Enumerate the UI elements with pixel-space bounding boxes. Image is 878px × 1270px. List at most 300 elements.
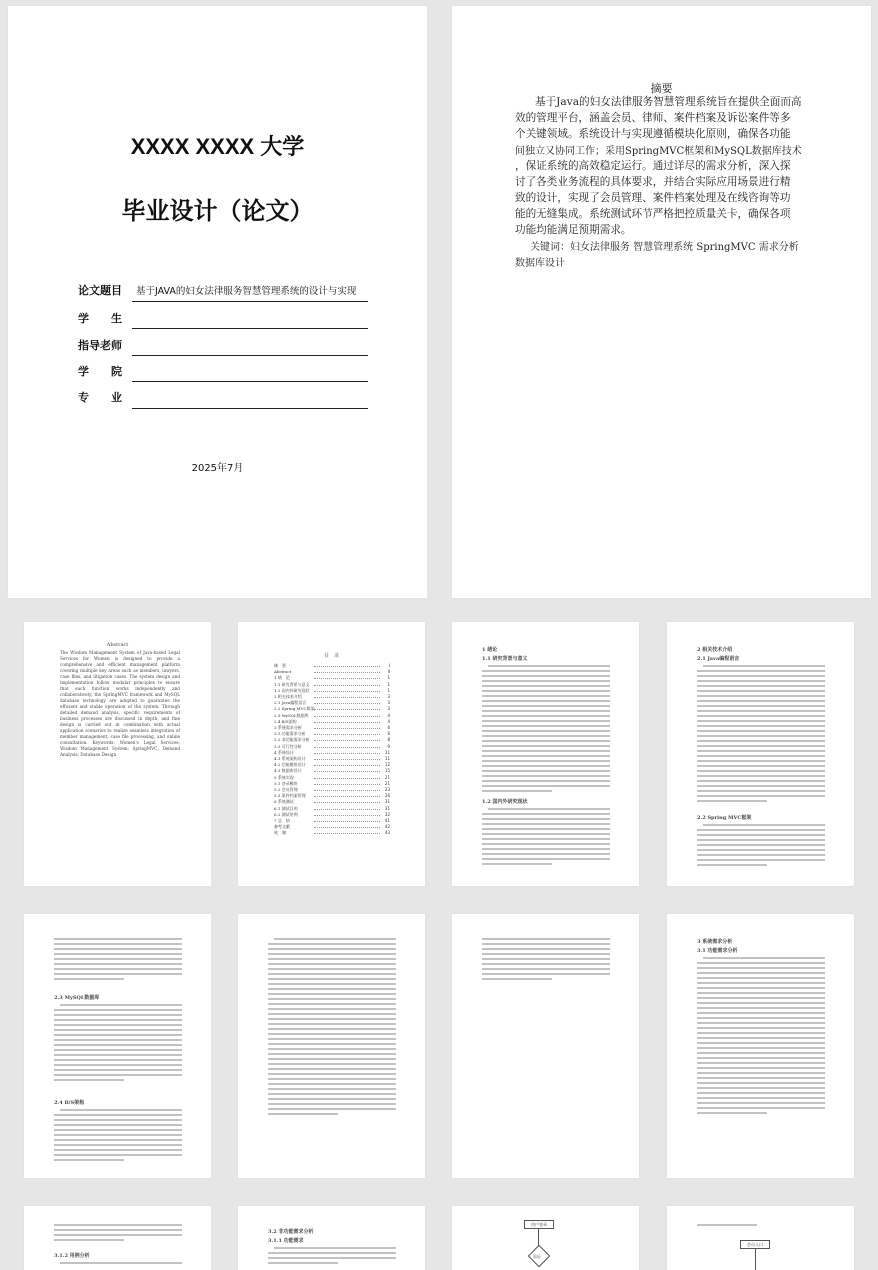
text-line (268, 968, 396, 970)
text-line (54, 973, 182, 975)
text-line (697, 740, 825, 742)
text-line (697, 967, 825, 969)
toc-leader-dots (314, 691, 380, 692)
text-line (697, 1077, 825, 1079)
toc-entry-page: II (387, 669, 390, 675)
toc-entry-label: 4 系统设计 (274, 749, 294, 755)
toc-entry (274, 763, 390, 767)
abstract-line: ，保证系统的高效稳定运行。通过详尽的需求分析，深入探 (515, 160, 791, 172)
toc-entry-page: 21 (384, 780, 390, 786)
toc-leader-dots (314, 678, 380, 679)
text-line (54, 958, 182, 960)
toc-leader-dots (314, 765, 380, 766)
text-line (54, 948, 182, 950)
underline (132, 408, 368, 409)
text-line (697, 1057, 825, 1059)
text-line (482, 685, 610, 687)
toc-entry-label: 7 总 结 (274, 818, 290, 823)
toc-entry-label: 6.2 测试用例 (274, 811, 298, 817)
text-line (482, 963, 610, 965)
toc-entry-label: 5.3 案件档案管理 (274, 793, 306, 799)
text-line (697, 1082, 825, 1084)
toc-entry (274, 788, 390, 792)
toc-entry-page: 6 (387, 731, 390, 737)
cover-field-label: 学 院 (78, 365, 122, 378)
toc-entry-label: 3 系统需求分析 (274, 725, 302, 730)
text-line (54, 1224, 182, 1226)
text-line (268, 1262, 338, 1264)
text-line (54, 1154, 182, 1156)
text-line (60, 1004, 182, 1006)
toc-entry (274, 825, 390, 829)
abstract-line: 讨了各类业务流程的具体要求，并结合实际应用场景进行精 (515, 176, 791, 188)
text-line (60, 1109, 182, 1111)
flow-connector (755, 1249, 756, 1270)
text-line (697, 1002, 825, 1004)
text-line (54, 1044, 182, 1046)
text-line (268, 1113, 338, 1115)
section-heading: 1.1 研究背景与意义 (482, 656, 528, 662)
text-line (268, 1038, 396, 1040)
toc-entry-page: 23 (384, 787, 390, 792)
toc-entry (274, 794, 390, 798)
text-line (482, 790, 552, 792)
underline (132, 381, 368, 382)
text-line (697, 1112, 767, 1114)
chapter-heading: 1 绪论 (482, 647, 498, 653)
text-line (268, 988, 396, 990)
text-line (697, 829, 825, 831)
text-line (697, 675, 825, 677)
text-line (488, 808, 610, 810)
text-line (697, 1224, 757, 1226)
text-line (482, 953, 610, 955)
toc-entry-page: 41 (384, 818, 390, 823)
flow-member-box: 会员入口 (740, 1240, 770, 1249)
section-heading: 1.2 国内外研究现状 (482, 799, 528, 805)
text-line (54, 1159, 124, 1161)
text-line (697, 770, 825, 772)
text-line (268, 1078, 396, 1080)
text-line (697, 1007, 825, 1009)
toc-entry (274, 831, 390, 835)
thesis-title-value: 基于JAVA的妇女法律服务智慧管理系统的设计与实现 (136, 286, 357, 297)
toc-entry-page: 31 (384, 805, 390, 811)
text-line (482, 838, 610, 840)
toc-leader-dots (314, 827, 380, 828)
body-page-7 (452, 914, 639, 1178)
cover-field-label: 专 业 (78, 391, 122, 404)
text-line (697, 800, 767, 802)
text-line (268, 1257, 396, 1259)
toc-entry-label: Abstract (274, 669, 292, 675)
toc-leader-dots (314, 709, 380, 710)
toc-entry (274, 807, 390, 811)
toc-entry-label: 2.1 Java编程语言 (274, 700, 307, 706)
text-line (482, 948, 610, 950)
text-line (54, 943, 182, 945)
text-line (697, 695, 825, 697)
toc-entry-page: 4 (387, 718, 390, 724)
toc-leader-dots (314, 809, 380, 810)
toc-entry-page: 15 (384, 768, 390, 774)
toc-entry-page: 11 (384, 749, 390, 755)
text-line (697, 670, 825, 672)
text-line (54, 1229, 182, 1231)
section-heading: 3.1.2 用例分析 (54, 1253, 90, 1259)
toc-leader-dots (314, 734, 380, 735)
toc-entry-page: 3 (387, 706, 390, 712)
text-line (482, 785, 610, 787)
degree-title: 毕业设计（论文） (121, 197, 314, 225)
cover-field-label: 论文题目 (78, 284, 122, 297)
text-line (697, 992, 825, 994)
text-line (697, 775, 825, 777)
chapter1-page (452, 622, 639, 886)
text-line (697, 690, 825, 692)
toc-leader-dots (314, 771, 380, 772)
toc-entry-page: 21 (384, 774, 390, 780)
text-line (482, 978, 552, 980)
text-line (697, 1092, 825, 1094)
text-line (697, 785, 825, 787)
toc-entry-label: 5.2 会员管理 (274, 787, 298, 792)
toc-entry-label: 2 相关技术介绍 (274, 694, 302, 699)
toc-entry-page: 3 (387, 700, 390, 706)
toc-entry-label: 3.3 可行性分析 (274, 743, 302, 749)
text-line (268, 1053, 396, 1055)
toc-entry-page: 12 (384, 762, 390, 768)
toc-entry (274, 676, 390, 680)
underline (132, 301, 368, 302)
text-line (482, 720, 610, 722)
toc-entry (274, 745, 390, 749)
toc-entry-label: 3.2 非功能需求分析 (274, 737, 310, 743)
toc-entry-label: 2.4 B/S架构 (274, 718, 297, 724)
text-line (268, 993, 396, 995)
toc-leader-dots (314, 833, 380, 834)
text-line (697, 1102, 825, 1104)
text-line (54, 1029, 182, 1031)
text-line (482, 775, 610, 777)
text-line (54, 1059, 182, 1061)
section-heading: 2.3 MySQL数据库 (54, 995, 100, 1001)
text-line (54, 1014, 182, 1016)
toc-entry-page: 6 (387, 725, 390, 730)
toc-entry (274, 720, 390, 724)
text-line (482, 670, 610, 672)
toc-leader-dots (314, 716, 380, 717)
text-line (697, 982, 825, 984)
chapter2-page (667, 622, 854, 886)
text-line (482, 853, 610, 855)
text-line (54, 1069, 182, 1071)
text-line (482, 813, 610, 815)
toc-entry-label: 1.2 国内外研究现状 (274, 687, 310, 693)
text-line (703, 824, 825, 826)
text-line (268, 1043, 396, 1045)
body-page-10 (238, 1206, 425, 1270)
toc-entry (274, 751, 390, 755)
section-heading: 2.4 B/S架构 (54, 1100, 85, 1106)
text-line (54, 1024, 182, 1026)
toc-leader-dots (314, 740, 380, 741)
text-line (482, 690, 610, 692)
toc-entry (274, 714, 390, 718)
toc-entry (274, 670, 390, 674)
text-line (697, 1032, 825, 1034)
toc-entry-label: 3.1 功能需求分析 (274, 731, 306, 737)
toc-entry (274, 757, 390, 761)
text-line (268, 1088, 396, 1090)
text-line (482, 730, 610, 732)
text-line (697, 854, 825, 856)
text-line (697, 864, 767, 866)
toc-leader-dots (314, 753, 380, 754)
text-line (268, 1108, 396, 1110)
toc-leader-dots (314, 728, 380, 729)
text-line (54, 1034, 182, 1036)
text-line (697, 834, 825, 836)
text-line (482, 833, 610, 835)
text-line (268, 998, 396, 1000)
abstract-heading: 摘要 (650, 82, 673, 95)
text-line (697, 1107, 825, 1109)
text-line (60, 1262, 182, 1264)
toc-entry-page: I (388, 663, 390, 668)
text-line (482, 725, 610, 727)
abstract-en-page (24, 622, 211, 886)
toc-entry (274, 819, 390, 823)
toc-entry-page: 32 (384, 811, 390, 817)
toc-entry-page: 26 (384, 793, 390, 799)
text-line (482, 858, 610, 860)
text-line (268, 973, 396, 975)
text-line (482, 973, 610, 975)
toc-entry-page: 11 (384, 756, 390, 761)
toc-entry (274, 689, 390, 693)
text-line (54, 968, 182, 970)
toc-leader-dots (314, 703, 380, 704)
text-line (268, 1003, 396, 1005)
text-line (482, 680, 610, 682)
cover-field-label: 指导老师 (78, 339, 122, 352)
toc-entry-label: 4.2 功能模块设计 (274, 762, 306, 768)
text-line (268, 1068, 396, 1070)
text-line (697, 1047, 825, 1049)
toc-entry-label: 4.3 数据库设计 (274, 768, 302, 774)
text-line (697, 725, 825, 727)
text-line (268, 1033, 396, 1035)
toc-page (238, 622, 425, 886)
text-line (268, 1252, 396, 1254)
toc-entry-label: 1 绪 论 (274, 675, 290, 681)
text-line (697, 735, 825, 737)
text-line (482, 745, 610, 747)
text-line (274, 938, 396, 940)
toc-entry-label: 5 系统实现 (274, 774, 294, 780)
text-line (54, 953, 182, 955)
text-line (54, 1239, 124, 1241)
text-line (268, 958, 396, 960)
toc-entry-label: 参考文献 (274, 824, 290, 830)
text-line (482, 700, 610, 702)
abstract-line: 功能均能满足预期需求。 (515, 224, 632, 236)
text-line (54, 1234, 182, 1236)
text-line (482, 958, 610, 960)
flowchart-page (452, 1206, 639, 1270)
text-line (482, 705, 610, 707)
text-line (482, 780, 610, 782)
toc-leader-dots (314, 685, 380, 686)
toc-heading: 目 录 (323, 653, 339, 659)
text-line (697, 780, 825, 782)
text-line (54, 1054, 182, 1056)
text-line (697, 977, 825, 979)
toc-entry (274, 776, 390, 780)
abstract-en-body: The Wisdom Management System of Java-based Legal Services for Women is designed to provide a comprehensive and efficient management platform covering multiple key areas such as members, lawyers, case files, and litigation cases. The system design and implementation follow modular principles to ensure that each function works independently and collaboratively; the SpringMVC framework and MySQL database technology are adopted to guarantee the efficient and stable operation of the system. Through detailed demand analysis, specific requirements of business processes are discussed in depth, and fine design is carried out in combination with actual application scenarios to realize seamless integration of member management, case file processing, and online consultation. Keywords: Women's Legal Services; Wisdom Management System; SpringMVC; Demand Analysis; Database Design (60, 650, 180, 757)
text-line (482, 818, 610, 820)
text-line (697, 795, 825, 797)
text-line (697, 1067, 825, 1069)
toc-leader-dots (314, 747, 380, 748)
text-line (54, 1019, 182, 1021)
text-line (268, 1063, 396, 1065)
text-line (697, 844, 825, 846)
text-line (482, 848, 610, 850)
text-line (697, 745, 825, 747)
text-line (268, 1083, 396, 1085)
toc-leader-dots (314, 697, 380, 698)
text-line (697, 680, 825, 682)
toc-entry-label: 6 系统测试 (274, 799, 294, 805)
text-line (697, 1072, 825, 1074)
text-line (54, 1144, 182, 1146)
text-line (697, 715, 825, 717)
toc-entry (274, 726, 390, 730)
text-line (54, 1114, 182, 1116)
text-line (268, 1018, 396, 1020)
text-line (54, 1064, 182, 1066)
toc-entry (274, 664, 390, 668)
text-line (697, 1062, 825, 1064)
text-line (268, 1008, 396, 1010)
toc-leader-dots (314, 759, 380, 760)
toc-entry (274, 813, 390, 817)
toc-leader-dots (314, 778, 380, 779)
cover-page (8, 6, 427, 598)
toc-entry-page: 31 (384, 799, 390, 805)
text-line (482, 770, 610, 772)
text-line (697, 839, 825, 841)
section-heading: 3.1 功能需求分析 (697, 948, 738, 954)
text-line (482, 735, 610, 737)
text-line (697, 987, 825, 989)
section-heading: 3.2 非功能需求分析 (268, 1229, 314, 1235)
underline (132, 328, 368, 329)
text-line (268, 953, 396, 955)
toc-entry (274, 683, 390, 687)
toc-entry-page: 43 (384, 830, 390, 836)
text-line (268, 943, 396, 945)
text-line (274, 1247, 396, 1249)
text-line (482, 863, 552, 865)
text-line (697, 972, 825, 974)
text-line (697, 685, 825, 687)
text-line (268, 978, 396, 980)
toc-leader-dots (314, 784, 380, 785)
chapter-heading: 2 相关技术介绍 (697, 647, 733, 653)
body-page-6 (238, 914, 425, 1178)
abstract-en-heading: Abstract (106, 642, 129, 648)
abstract-line: 个关键领域。系统设计与实现遵循模块化原则，确保各功能 (515, 128, 791, 140)
keywords-line: 数据库设计 (515, 258, 565, 269)
text-line (482, 765, 610, 767)
text-line (268, 1013, 396, 1015)
toc-leader-dots (314, 672, 380, 673)
text-line (482, 715, 610, 717)
text-line (54, 1124, 182, 1126)
text-line (268, 1028, 396, 1030)
text-line (268, 963, 396, 965)
text-line (268, 1103, 396, 1105)
text-line (268, 948, 396, 950)
toc-entry-page: 1 (387, 681, 390, 687)
text-line (697, 1052, 825, 1054)
body-page-5 (24, 914, 211, 1178)
text-line (268, 1073, 396, 1075)
text-line (697, 1097, 825, 1099)
text-line (482, 710, 610, 712)
text-line (697, 1017, 825, 1019)
text-line (268, 1048, 396, 1050)
text-line (488, 665, 610, 667)
toc-entry (274, 738, 390, 742)
toc-entry-label: 致 谢 (274, 830, 286, 836)
toc-entry (274, 769, 390, 773)
toc-leader-dots (314, 790, 380, 791)
text-line (482, 943, 610, 945)
text-line (54, 1149, 182, 1151)
abstract-line: 能的无缝集成。系统测试环节严格把控质量关卡，确保各项 (515, 208, 791, 220)
text-line (482, 843, 610, 845)
text-line (697, 1027, 825, 1029)
toc-entry-label: 5.1 登录模块 (274, 780, 298, 786)
text-line (697, 755, 825, 757)
text-line (482, 823, 610, 825)
body-page-9 (24, 1206, 211, 1270)
section-heading: 2.1 Java编程语言 (697, 656, 740, 662)
keywords-line: 关键词：妇女法律服务 智慧管理系统 SpringMVC 需求分析 (530, 242, 799, 253)
toc-entry-page: 1 (387, 675, 390, 681)
text-line (54, 1129, 182, 1131)
text-line (697, 1022, 825, 1024)
abstract-line: 效的管理平台，涵盖会员、律师、案件档案及诉讼案件等多 (515, 112, 791, 124)
text-line (54, 1049, 182, 1051)
toc-leader-dots (314, 722, 380, 723)
text-line (697, 1087, 825, 1089)
text-line (268, 1098, 396, 1100)
cover-field-label: 学 生 (78, 312, 122, 325)
text-line (54, 938, 182, 940)
section-heading: 2.2 Spring MVC框架 (697, 815, 752, 821)
text-line (54, 1119, 182, 1121)
flowchart-page-2 (667, 1206, 854, 1270)
toc-leader-dots (314, 821, 380, 822)
text-line (54, 978, 124, 980)
text-line (703, 665, 825, 667)
text-line (268, 1023, 396, 1025)
